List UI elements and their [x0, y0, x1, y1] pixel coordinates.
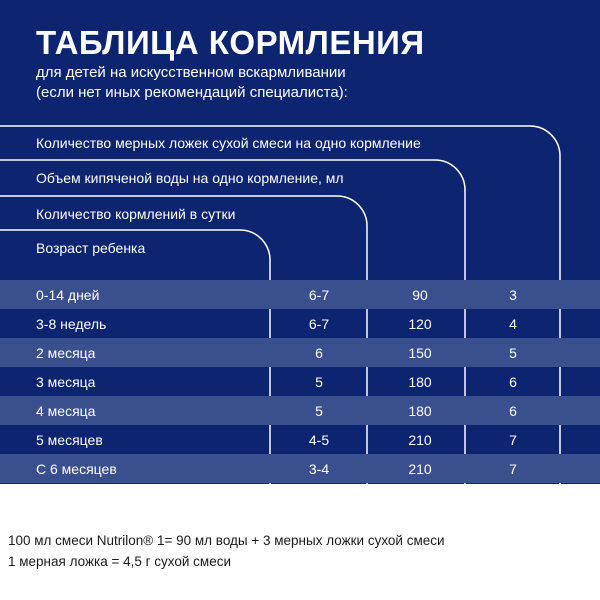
cell-age: 4 месяца — [36, 403, 96, 419]
cell-age: С 6 месяцев — [36, 461, 117, 477]
cell-spoons: 7 — [509, 461, 517, 477]
table-row — [0, 454, 600, 483]
cell-feedings: 4-5 — [308, 432, 330, 448]
cell-water: 210 — [408, 432, 432, 448]
cell-feedings: 3-4 — [308, 461, 330, 477]
cell-spoons: 7 — [509, 432, 517, 448]
cell-age: 5 месяцев — [36, 432, 103, 448]
header-water: Объем кипяченой воды на одно кормление, мл — [36, 170, 344, 186]
cell-feedings: 6-7 — [308, 316, 330, 332]
table-row — [0, 425, 600, 454]
footer-note-spoon: 1 мерная ложка = 4,5 г сухой смеси — [8, 554, 232, 569]
cell-feedings: 6-7 — [308, 287, 330, 303]
cell-spoons: 6 — [509, 403, 517, 419]
table-row — [0, 396, 600, 425]
cell-spoons: 5 — [509, 345, 517, 361]
cell-age: 0-14 дней — [36, 287, 100, 303]
table-row — [0, 280, 600, 309]
feeding-table — [0, 280, 600, 483]
cell-feedings: 5 — [315, 403, 323, 419]
subtitle-line-1: для детей на искусственном вскармливании — [36, 64, 346, 81]
footer-note-mix: 100 мл смеси Nutrilon® 1= 90 мл воды + 3 мерных ложки сухой смеси — [8, 533, 445, 548]
cell-spoons: 3 — [509, 287, 517, 303]
cell-age: 3-8 недель — [36, 316, 107, 332]
cell-water: 150 — [408, 345, 432, 361]
cell-spoons: 6 — [509, 374, 517, 390]
subtitle-line-2: (если нет иных рекомендаций специалиста): — [36, 84, 348, 101]
cell-water: 180 — [408, 374, 432, 390]
cell-age: 2 месяца — [36, 345, 96, 361]
cell-feedings: 6 — [315, 345, 323, 361]
page-title: ТАБЛИЦА КОРМЛЕНИЯ — [36, 24, 425, 61]
table-row — [0, 309, 600, 338]
cell-feedings: 5 — [315, 374, 323, 390]
cell-spoons: 4 — [509, 316, 517, 332]
cell-water: 180 — [408, 403, 432, 419]
cell-water: 90 — [412, 287, 428, 303]
header-spoons: Количество мерных ложек сухой смеси на одно кормление — [36, 135, 421, 151]
cell-water: 120 — [408, 316, 432, 332]
cell-water: 210 — [408, 461, 432, 477]
cell-age: 3 месяца — [36, 374, 96, 390]
table-row — [0, 338, 600, 367]
table-row — [0, 367, 600, 396]
header-feedings: Количество кормлений в сутки — [36, 206, 236, 222]
header-age: Возраст ребенка — [36, 240, 146, 256]
